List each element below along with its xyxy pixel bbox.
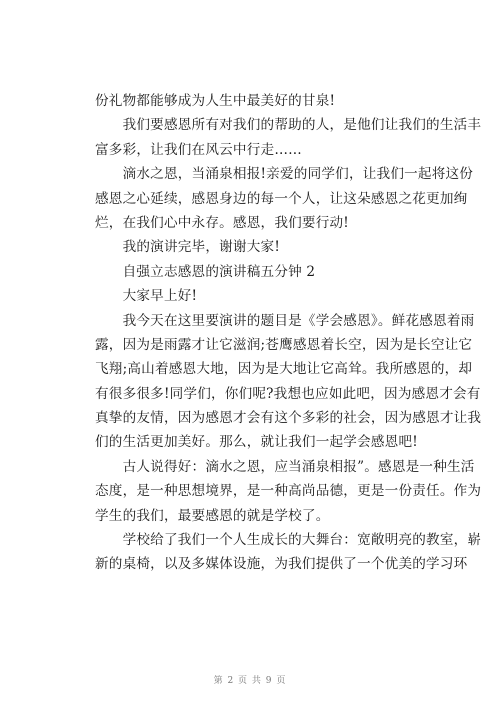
section-title: 自强立志感恩的演讲稿五分钟 2: [95, 263, 316, 280]
text-line: 富多彩，让我们在风云中行走……: [95, 141, 302, 158]
text-line: 我的演讲完毕，谢谢大家!: [95, 239, 280, 256]
text-line: 学生的我们，最要感恩的就是学校了。: [95, 507, 330, 524]
text-line: 我们要感恩所有对我们的帮助的人，是他们让我们的生活丰: [95, 117, 482, 134]
text-line: 滴水之恩，当涌泉相报!亲爱的同学们，让我们一起将这份: [95, 166, 474, 183]
text-line: 感恩之心延续，感恩身边的每一个人，让这朵感恩之花更加绚: [95, 190, 468, 207]
text-line: 我今天在这里要演讲的题目是《学会感恩》。鲜花感恩着雨: [95, 312, 475, 329]
text-line: 古人说得好：滴水之恩，应当涌泉相报”。感恩是一种生活: [95, 458, 475, 475]
text-line: 学校给了我们一个人生成长的大舞台：宽敞明亮的教室，崭: [95, 532, 482, 549]
text-line: 们的生活更加美好。那么，就让我们一起学会感恩吧!: [95, 434, 418, 451]
text-line: 烂，在我们心中永存。感恩，我们要行动!: [95, 214, 349, 231]
text-line: 露，因为是雨露才让它滋润;苍鹰感恩着长空，因为是长空让它: [95, 336, 473, 353]
text-line: 新的桌椅，以及多媒体设施，为我们提供了一个优美的学习环: [95, 556, 468, 573]
text-line: 态度，是一种思想境界，是一种高尚品德，更是一份责任。作为: [95, 483, 482, 500]
text-line: 大家早上好!: [95, 288, 198, 305]
text-line: 真挚的友情，因为感恩才会有这个多彩的社会，因为感恩才让我: [95, 410, 482, 427]
text-line: 份礼物都能够成为人生中最美好的甘泉!: [95, 93, 336, 109]
page-number: 第 2 页 共 9 页: [213, 676, 287, 686]
document-body: [95, 89, 482, 577]
text-line: 有很多很多!同学们，你们呢?我想也应如此吧，因为感恩才会有: [95, 385, 481, 402]
text-line: 飞翔;高山着感恩大地，因为是大地让它高耸。我所感恩的，却: [95, 361, 473, 378]
